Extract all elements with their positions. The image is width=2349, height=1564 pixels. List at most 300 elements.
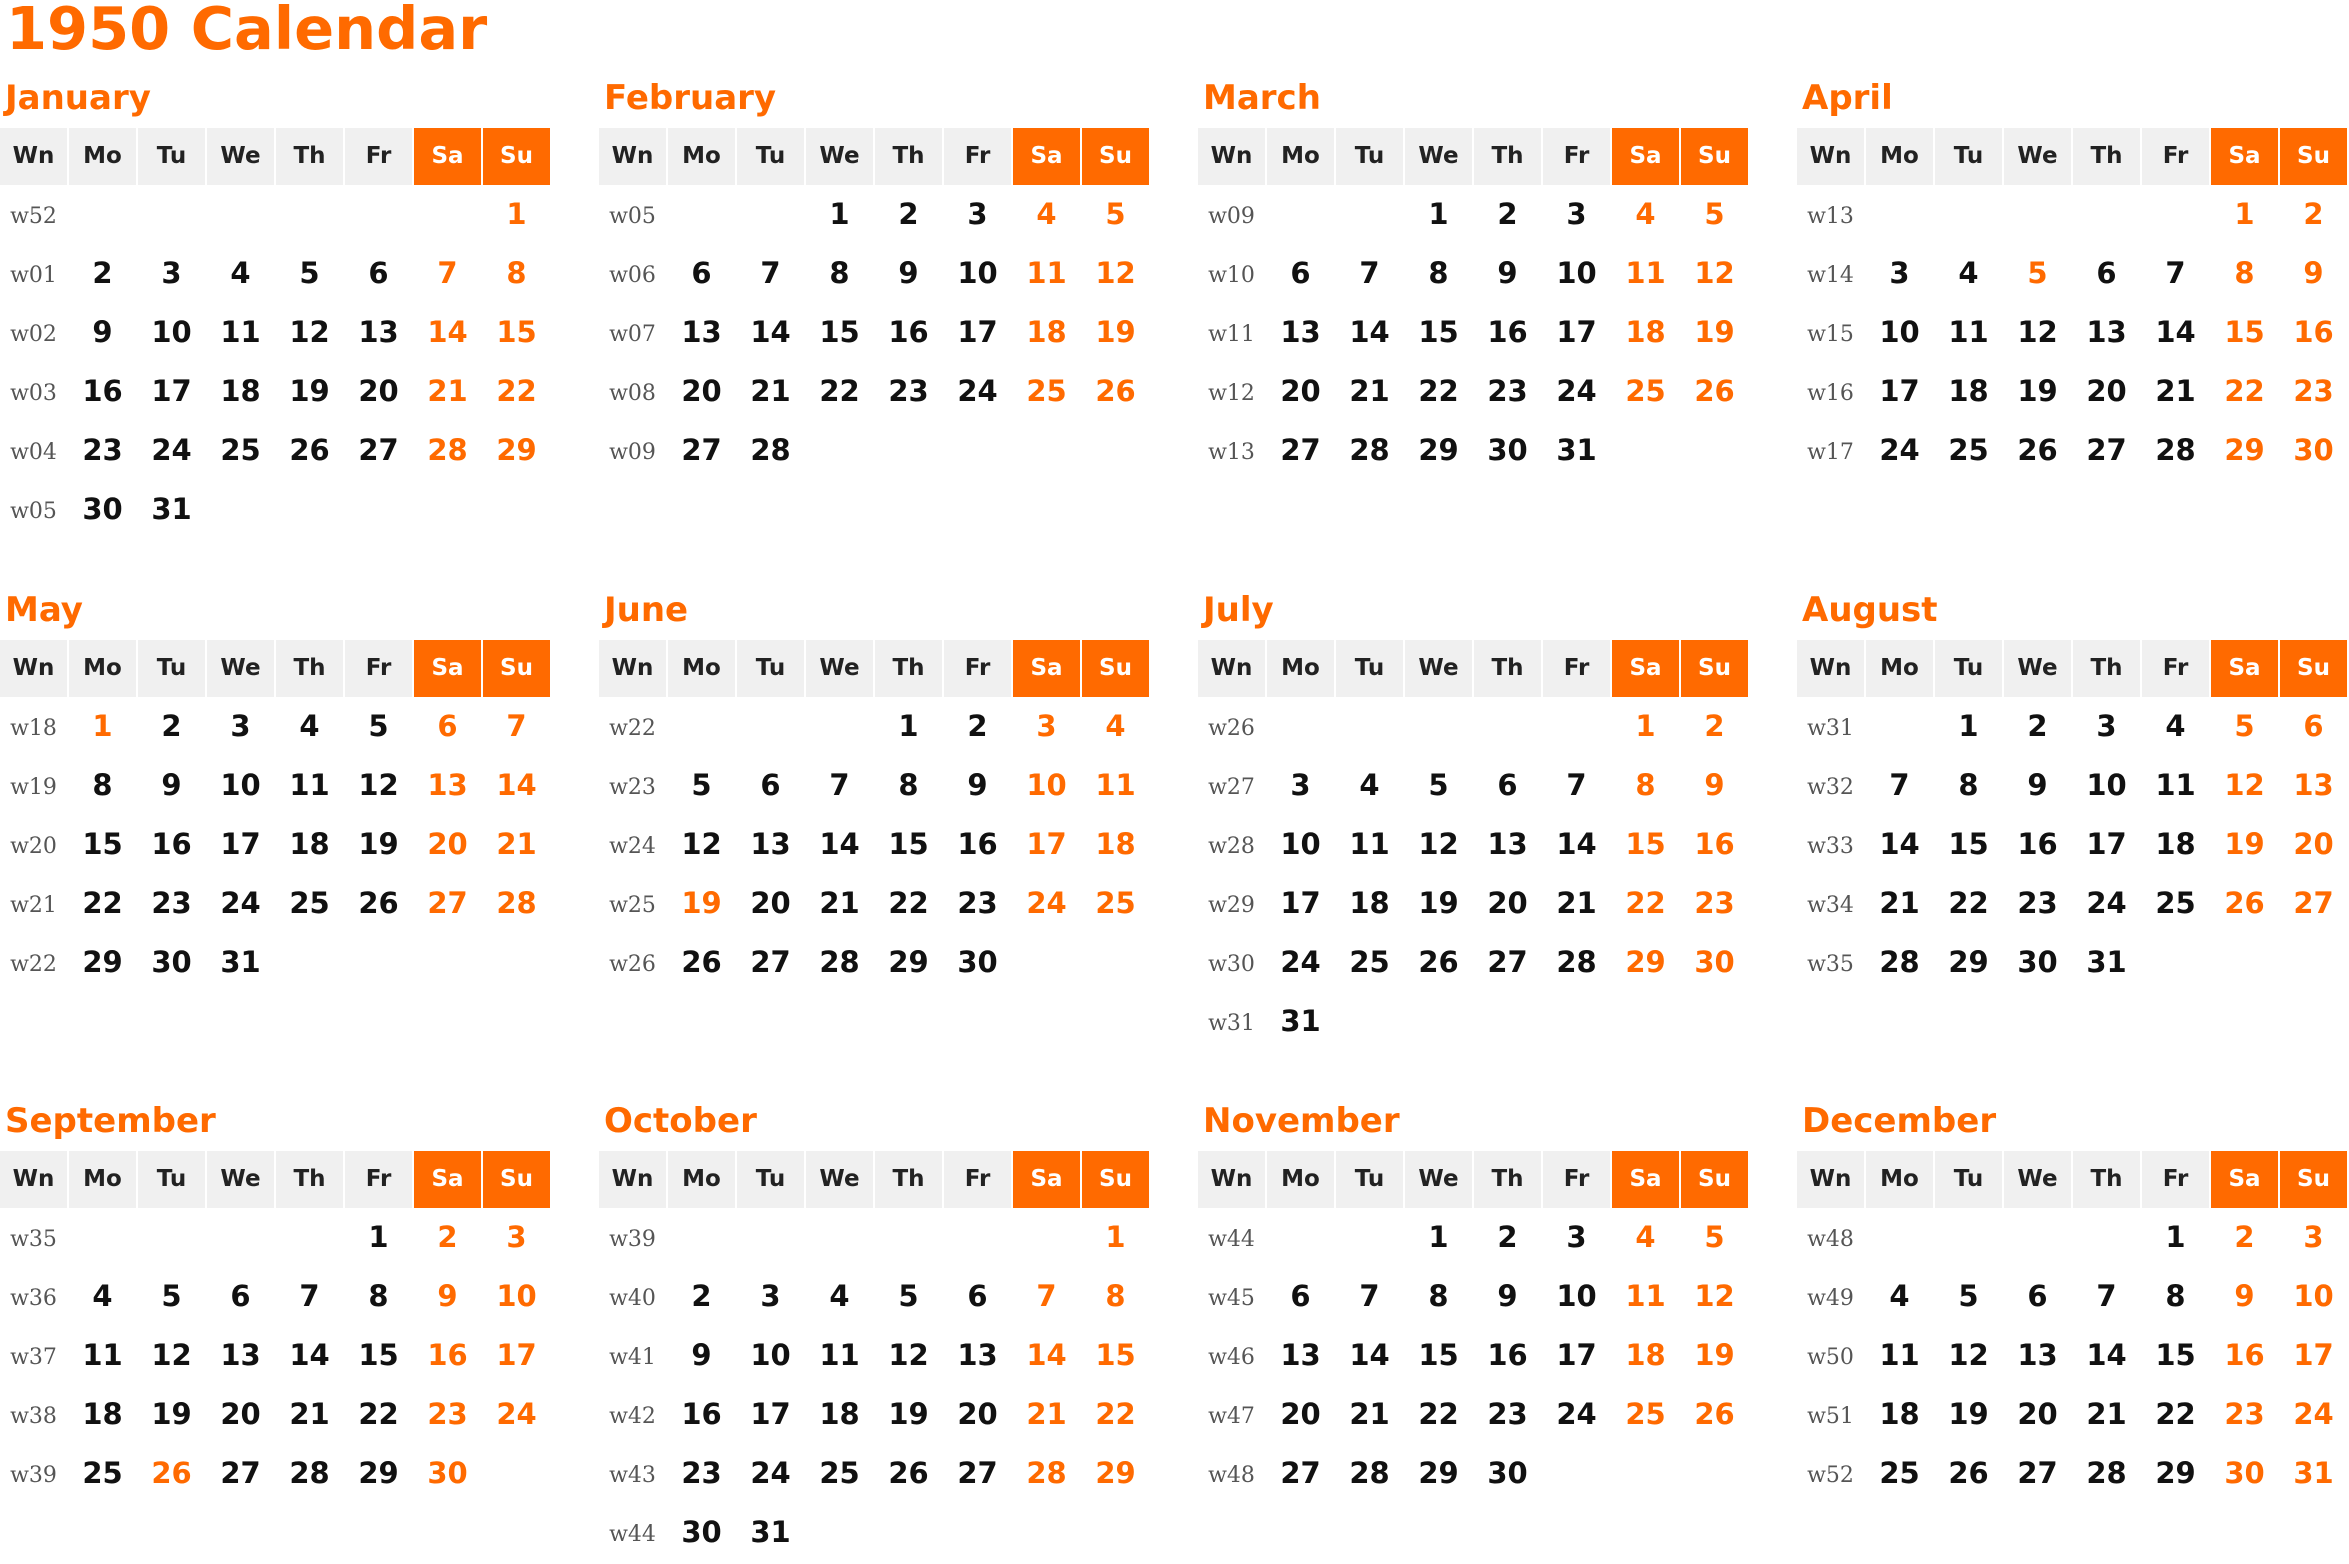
day-cell: 1 bbox=[506, 197, 527, 231]
day-cell bbox=[138, 185, 205, 244]
weekday-header: Fr bbox=[944, 128, 1011, 185]
weekday-header: Sa bbox=[2211, 640, 2278, 697]
week-row bbox=[1797, 933, 2347, 992]
day-cell bbox=[1866, 697, 1933, 756]
day-cell: 25 bbox=[1879, 1456, 1920, 1490]
day-cell: 25 bbox=[1095, 886, 1136, 920]
day-cell: 26 bbox=[888, 1456, 929, 1490]
day-cell: 19 bbox=[681, 886, 722, 920]
week-number: w22 bbox=[10, 952, 57, 977]
week-row bbox=[0, 874, 550, 933]
day-cell: 27 bbox=[2017, 1456, 2058, 1490]
day-cell: 29 bbox=[82, 945, 123, 979]
month-name: January bbox=[5, 78, 151, 118]
day-cell bbox=[1336, 185, 1403, 244]
day-cell: 10 bbox=[1026, 768, 1067, 802]
weekday-header: Tu bbox=[1336, 128, 1403, 185]
weekday-header: Su bbox=[483, 1151, 550, 1208]
day-cell: 1 bbox=[2165, 1220, 2186, 1254]
day-cell: 7 bbox=[299, 1279, 320, 1313]
day-cell: 15 bbox=[1095, 1338, 1136, 1372]
day-cell: 6 bbox=[2303, 709, 2324, 743]
month-table bbox=[1797, 1151, 2347, 1503]
day-cell bbox=[1013, 1208, 1080, 1267]
day-cell: 31 bbox=[2293, 1456, 2334, 1490]
day-cell: 1 bbox=[1428, 1220, 1449, 1254]
weekday-header: Tu bbox=[1336, 1151, 1403, 1208]
week-row bbox=[1198, 1385, 1748, 1444]
weekday-header: We bbox=[207, 1151, 274, 1208]
week-row bbox=[1198, 874, 1748, 933]
weekday-header-row bbox=[1198, 640, 1748, 697]
day-cell bbox=[276, 1208, 343, 1267]
day-cell: 28 bbox=[819, 945, 860, 979]
day-cell: 12 bbox=[2017, 315, 2058, 349]
week-row bbox=[0, 697, 550, 756]
day-cell bbox=[2142, 933, 2209, 992]
day-cell: 8 bbox=[1635, 768, 1656, 802]
day-cell: 18 bbox=[1095, 827, 1136, 861]
day-cell: 9 bbox=[967, 768, 988, 802]
weekday-header: Fr bbox=[944, 640, 1011, 697]
week-number: w34 bbox=[1807, 893, 1854, 918]
month-table bbox=[0, 640, 550, 992]
day-cell: 21 bbox=[819, 886, 860, 920]
day-cell: 29 bbox=[1625, 945, 1666, 979]
weekday-header: Sa bbox=[2211, 1151, 2278, 1208]
day-cell: 2 bbox=[2303, 197, 2324, 231]
day-cell: 17 bbox=[1026, 827, 1067, 861]
day-cell: 7 bbox=[1359, 1279, 1380, 1313]
week-row bbox=[1797, 1385, 2347, 1444]
day-cell bbox=[1543, 992, 1610, 1051]
day-cell: 14 bbox=[1556, 827, 1597, 861]
week-row bbox=[1797, 421, 2347, 480]
day-cell: 17 bbox=[957, 315, 998, 349]
day-cell bbox=[1013, 1503, 1080, 1562]
weekday-header-row bbox=[1797, 1151, 2347, 1208]
day-cell: 26 bbox=[1694, 1397, 1735, 1431]
week-row bbox=[0, 421, 550, 480]
day-cell: 27 bbox=[358, 433, 399, 467]
weekday-header: Mo bbox=[668, 1151, 735, 1208]
day-cell bbox=[1681, 421, 1748, 480]
day-cell bbox=[737, 1208, 804, 1267]
week-row bbox=[1198, 1208, 1748, 1267]
week-row bbox=[599, 244, 1149, 303]
day-cell: 5 bbox=[1704, 1220, 1725, 1254]
week-number: w37 bbox=[10, 1345, 57, 1370]
week-number: w43 bbox=[609, 1463, 656, 1488]
day-cell: 26 bbox=[2224, 886, 2265, 920]
week-row bbox=[0, 815, 550, 874]
day-cell: 9 bbox=[898, 256, 919, 290]
week-number: w35 bbox=[10, 1227, 57, 1252]
week-number: w41 bbox=[609, 1345, 656, 1370]
day-cell: 24 bbox=[2293, 1397, 2334, 1431]
day-cell: 28 bbox=[1026, 1456, 1067, 1490]
day-cell: 9 bbox=[1704, 768, 1725, 802]
day-cell bbox=[1267, 1208, 1334, 1267]
day-cell bbox=[414, 933, 481, 992]
day-cell: 22 bbox=[2155, 1397, 2196, 1431]
day-cell: 26 bbox=[1694, 374, 1735, 408]
month-name: June bbox=[604, 590, 689, 630]
day-cell: 15 bbox=[2155, 1338, 2196, 1372]
day-cell: 26 bbox=[1948, 1456, 1989, 1490]
week-number: w16 bbox=[1807, 381, 1854, 406]
day-cell bbox=[345, 933, 412, 992]
day-cell: 3 bbox=[1290, 768, 1311, 802]
day-cell: 25 bbox=[289, 886, 330, 920]
month-table bbox=[0, 1151, 550, 1503]
day-cell: 26 bbox=[289, 433, 330, 467]
day-cell: 23 bbox=[681, 1456, 722, 1490]
month-name: November bbox=[1203, 1101, 1400, 1141]
weekday-header: Sa bbox=[1013, 128, 1080, 185]
weekday-header: We bbox=[1405, 128, 1472, 185]
day-cell: 15 bbox=[819, 315, 860, 349]
day-cell: 17 bbox=[1556, 1338, 1597, 1372]
day-cell: 20 bbox=[2086, 374, 2127, 408]
weekday-header-row bbox=[0, 1151, 550, 1208]
day-cell: 11 bbox=[289, 768, 330, 802]
month-table bbox=[599, 1151, 1149, 1562]
weekday-header: Tu bbox=[1336, 640, 1403, 697]
weekday-header: Wn bbox=[1797, 128, 1864, 185]
week-number: w24 bbox=[609, 834, 656, 859]
week-number: w39 bbox=[609, 1227, 656, 1252]
day-cell: 15 bbox=[1418, 315, 1459, 349]
day-cell: 13 bbox=[1487, 827, 1528, 861]
week-number: w46 bbox=[1208, 1345, 1255, 1370]
weekday-header: Tu bbox=[737, 640, 804, 697]
weekday-header: Sa bbox=[2211, 128, 2278, 185]
day-cell: 1 bbox=[898, 709, 919, 743]
weekday-header: Tu bbox=[1935, 640, 2002, 697]
day-cell: 23 bbox=[888, 374, 929, 408]
day-cell: 30 bbox=[151, 945, 192, 979]
day-cell: 26 bbox=[2017, 433, 2058, 467]
week-row bbox=[599, 933, 1149, 992]
day-cell: 29 bbox=[358, 1456, 399, 1490]
day-cell: 2 bbox=[898, 197, 919, 231]
week-row bbox=[0, 1267, 550, 1326]
day-cell: 5 bbox=[1704, 197, 1725, 231]
weekday-header: Th bbox=[1474, 128, 1541, 185]
day-cell: 16 bbox=[2293, 315, 2334, 349]
weekday-header: Wn bbox=[1198, 1151, 1265, 1208]
weekday-header-row bbox=[599, 1151, 1149, 1208]
day-cell: 25 bbox=[82, 1456, 123, 1490]
day-cell: 4 bbox=[299, 709, 320, 743]
week-row bbox=[1797, 815, 2347, 874]
week-row bbox=[0, 933, 550, 992]
day-cell: 18 bbox=[220, 374, 261, 408]
weekday-header: Su bbox=[2280, 128, 2347, 185]
day-cell: 17 bbox=[1280, 886, 1321, 920]
weekday-header: We bbox=[2004, 640, 2071, 697]
day-cell: 24 bbox=[1556, 1397, 1597, 1431]
weekday-header: Fr bbox=[345, 640, 412, 697]
day-cell: 10 bbox=[1556, 1279, 1597, 1313]
week-row bbox=[0, 1385, 550, 1444]
day-cell: 16 bbox=[151, 827, 192, 861]
day-cell: 4 bbox=[1105, 709, 1126, 743]
day-cell: 20 bbox=[681, 374, 722, 408]
week-number: w14 bbox=[1807, 263, 1854, 288]
day-cell: 15 bbox=[82, 827, 123, 861]
day-cell: 20 bbox=[2293, 827, 2334, 861]
day-cell: 29 bbox=[1418, 433, 1459, 467]
week-row bbox=[1797, 697, 2347, 756]
day-cell: 14 bbox=[1879, 827, 1920, 861]
month-table bbox=[599, 128, 1149, 480]
day-cell: 5 bbox=[1105, 197, 1126, 231]
weekday-header: Tu bbox=[138, 1151, 205, 1208]
day-cell: 26 bbox=[1418, 945, 1459, 979]
day-cell: 13 bbox=[1280, 315, 1321, 349]
day-cell: 12 bbox=[358, 768, 399, 802]
day-cell: 18 bbox=[1625, 315, 1666, 349]
day-cell: 14 bbox=[2086, 1338, 2127, 1372]
day-cell: 22 bbox=[1625, 886, 1666, 920]
week-row bbox=[1797, 303, 2347, 362]
day-cell: 6 bbox=[368, 256, 389, 290]
day-cell: 16 bbox=[82, 374, 123, 408]
week-number: w12 bbox=[1208, 381, 1255, 406]
week-number: w32 bbox=[1807, 775, 1854, 800]
day-cell: 1 bbox=[92, 709, 113, 743]
day-cell: 11 bbox=[1948, 315, 1989, 349]
week-row bbox=[1797, 874, 2347, 933]
week-row bbox=[1198, 933, 1748, 992]
week-number: w33 bbox=[1807, 834, 1854, 859]
week-row bbox=[599, 421, 1149, 480]
day-cell bbox=[668, 1208, 735, 1267]
weekday-header-row bbox=[599, 128, 1149, 185]
day-cell: 25 bbox=[1026, 374, 1067, 408]
weekday-header: Su bbox=[2280, 1151, 2347, 1208]
day-cell: 2 bbox=[967, 709, 988, 743]
weekday-header: Fr bbox=[1543, 128, 1610, 185]
week-row bbox=[0, 303, 550, 362]
day-cell: 27 bbox=[2086, 433, 2127, 467]
day-cell: 1 bbox=[829, 197, 850, 231]
weekday-header: Fr bbox=[1543, 640, 1610, 697]
day-cell: 1 bbox=[1428, 197, 1449, 231]
day-cell bbox=[1336, 992, 1403, 1051]
day-cell: 16 bbox=[2017, 827, 2058, 861]
day-cell: 6 bbox=[760, 768, 781, 802]
day-cell: 12 bbox=[2224, 768, 2265, 802]
day-cell bbox=[1612, 1444, 1679, 1503]
month-name: April bbox=[1802, 78, 1893, 118]
weekday-header: Mo bbox=[69, 1151, 136, 1208]
day-cell: 3 bbox=[2096, 709, 2117, 743]
day-cell: 7 bbox=[1036, 1279, 1057, 1313]
day-cell: 17 bbox=[1556, 315, 1597, 349]
week-number: w01 bbox=[10, 263, 57, 288]
week-number: w22 bbox=[609, 716, 656, 741]
week-number: w13 bbox=[1807, 204, 1854, 229]
day-cell bbox=[414, 185, 481, 244]
day-cell: 13 bbox=[2293, 768, 2334, 802]
day-cell: 23 bbox=[1487, 1397, 1528, 1431]
day-cell bbox=[1082, 421, 1149, 480]
day-cell: 11 bbox=[1095, 768, 1136, 802]
weekday-header: Sa bbox=[414, 640, 481, 697]
day-cell: 21 bbox=[1026, 1397, 1067, 1431]
week-number: w51 bbox=[1807, 1404, 1854, 1429]
day-cell: 3 bbox=[2303, 1220, 2324, 1254]
day-cell: 6 bbox=[1290, 1279, 1311, 1313]
day-cell: 27 bbox=[427, 886, 468, 920]
day-cell: 20 bbox=[2017, 1397, 2058, 1431]
week-number: w44 bbox=[1208, 1227, 1255, 1252]
day-cell bbox=[2073, 1208, 2140, 1267]
day-cell: 26 bbox=[681, 945, 722, 979]
day-cell bbox=[2004, 1208, 2071, 1267]
day-cell bbox=[414, 480, 481, 539]
day-cell: 19 bbox=[1694, 315, 1735, 349]
week-row bbox=[1797, 362, 2347, 421]
day-cell: 6 bbox=[437, 709, 458, 743]
day-cell: 20 bbox=[1280, 1397, 1321, 1431]
week-row bbox=[599, 874, 1149, 933]
day-cell: 19 bbox=[151, 1397, 192, 1431]
day-cell: 17 bbox=[2086, 827, 2127, 861]
week-number: w04 bbox=[10, 440, 57, 465]
day-cell: 16 bbox=[2224, 1338, 2265, 1372]
day-cell: 11 bbox=[1026, 256, 1067, 290]
weekday-header-row bbox=[0, 128, 550, 185]
day-cell bbox=[1866, 1208, 1933, 1267]
day-cell: 17 bbox=[2293, 1338, 2334, 1372]
week-number: w45 bbox=[1208, 1286, 1255, 1311]
week-row bbox=[0, 1444, 550, 1503]
week-number: w40 bbox=[609, 1286, 656, 1311]
day-cell bbox=[2073, 185, 2140, 244]
day-cell: 29 bbox=[1418, 1456, 1459, 1490]
day-cell: 4 bbox=[1036, 197, 1057, 231]
day-cell: 22 bbox=[1948, 886, 1989, 920]
weekday-header: Su bbox=[483, 128, 550, 185]
day-cell: 7 bbox=[1889, 768, 1910, 802]
weekday-header: Tu bbox=[138, 128, 205, 185]
day-cell bbox=[1612, 992, 1679, 1051]
week-number: w05 bbox=[10, 499, 57, 524]
week-row bbox=[1198, 756, 1748, 815]
day-cell: 8 bbox=[1105, 1279, 1126, 1313]
day-cell bbox=[69, 185, 136, 244]
day-cell: 18 bbox=[819, 1397, 860, 1431]
weekday-header: Fr bbox=[345, 1151, 412, 1208]
day-cell: 30 bbox=[1487, 433, 1528, 467]
day-cell: 11 bbox=[2155, 768, 2196, 802]
day-cell: 10 bbox=[2293, 1279, 2334, 1313]
day-cell: 22 bbox=[1418, 374, 1459, 408]
month-table bbox=[0, 128, 550, 539]
day-cell: 19 bbox=[1095, 315, 1136, 349]
day-cell bbox=[345, 185, 412, 244]
day-cell: 27 bbox=[681, 433, 722, 467]
day-cell: 21 bbox=[427, 374, 468, 408]
day-cell: 20 bbox=[957, 1397, 998, 1431]
day-cell: 9 bbox=[2234, 1279, 2255, 1313]
day-cell: 28 bbox=[289, 1456, 330, 1490]
month-table bbox=[1198, 1151, 1748, 1503]
week-number: w30 bbox=[1208, 952, 1255, 977]
day-cell: 4 bbox=[1635, 197, 1656, 231]
day-cell: 15 bbox=[1418, 1338, 1459, 1372]
week-row bbox=[1797, 756, 2347, 815]
weekday-header: Th bbox=[276, 640, 343, 697]
weekday-header: Wn bbox=[1797, 1151, 1864, 1208]
day-cell: 21 bbox=[496, 827, 537, 861]
day-cell bbox=[944, 1503, 1011, 1562]
weekday-header: Mo bbox=[668, 128, 735, 185]
day-cell: 19 bbox=[1948, 1397, 1989, 1431]
day-cell: 8 bbox=[368, 1279, 389, 1313]
day-cell: 27 bbox=[2293, 886, 2334, 920]
day-cell: 14 bbox=[1349, 1338, 1390, 1372]
day-cell: 20 bbox=[427, 827, 468, 861]
day-cell bbox=[875, 421, 942, 480]
day-cell bbox=[2004, 185, 2071, 244]
day-cell: 24 bbox=[750, 1456, 791, 1490]
day-cell bbox=[483, 480, 550, 539]
day-cell bbox=[806, 1503, 873, 1562]
day-cell: 3 bbox=[967, 197, 988, 231]
week-number: w44 bbox=[609, 1522, 656, 1547]
day-cell: 18 bbox=[289, 827, 330, 861]
day-cell: 4 bbox=[1958, 256, 1979, 290]
day-cell bbox=[1935, 185, 2002, 244]
week-number: w29 bbox=[1208, 893, 1255, 918]
day-cell: 27 bbox=[750, 945, 791, 979]
day-cell: 6 bbox=[230, 1279, 251, 1313]
day-cell: 15 bbox=[1625, 827, 1666, 861]
week-number: w08 bbox=[609, 381, 656, 406]
day-cell: 10 bbox=[496, 1279, 537, 1313]
day-cell: 5 bbox=[299, 256, 320, 290]
weekday-header: Fr bbox=[2142, 1151, 2209, 1208]
day-cell: 9 bbox=[161, 768, 182, 802]
day-cell: 5 bbox=[691, 768, 712, 802]
day-cell: 19 bbox=[2017, 374, 2058, 408]
day-cell bbox=[1082, 1503, 1149, 1562]
day-cell: 7 bbox=[437, 256, 458, 290]
day-cell: 31 bbox=[750, 1515, 791, 1549]
day-cell: 14 bbox=[289, 1338, 330, 1372]
day-cell: 2 bbox=[1704, 709, 1725, 743]
day-cell: 21 bbox=[1556, 886, 1597, 920]
day-cell: 4 bbox=[1889, 1279, 1910, 1313]
week-number: w03 bbox=[10, 381, 57, 406]
day-cell: 4 bbox=[92, 1279, 113, 1313]
weekday-header: Sa bbox=[1013, 640, 1080, 697]
day-cell: 10 bbox=[220, 768, 261, 802]
day-cell: 9 bbox=[1497, 256, 1518, 290]
day-cell: 25 bbox=[819, 1456, 860, 1490]
week-number: w19 bbox=[10, 775, 57, 800]
week-row bbox=[1797, 1444, 2347, 1503]
day-cell bbox=[875, 1208, 942, 1267]
day-cell: 18 bbox=[1349, 886, 1390, 920]
week-number: w05 bbox=[609, 204, 656, 229]
day-cell: 18 bbox=[82, 1397, 123, 1431]
